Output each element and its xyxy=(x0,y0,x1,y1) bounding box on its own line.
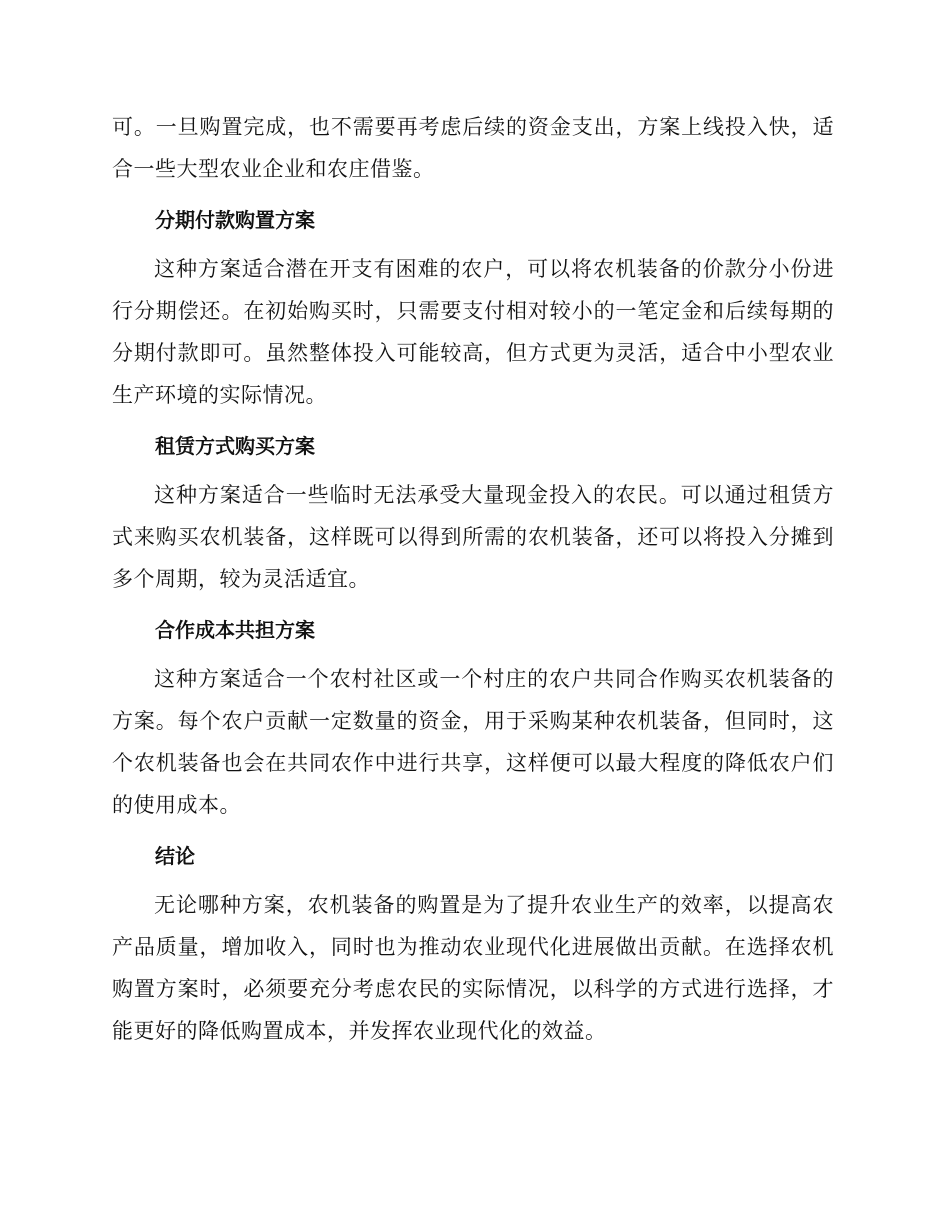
section-body-conclusion: 无论哪种方案，农机装备的购置是为了提升农业生产的效率，以提高农产品质量，增加收入，同时也为推动农业现代化进展做出贡献。在选择农机购置方案时，必须要充分考虑农民的实际情况，以科学的方式进行选择，才能更好的降低购置成本，并发挥农业现代化的效益。 xyxy=(112,893,834,1043)
section-heading-conclusion: 结论 xyxy=(155,844,195,868)
document-page xyxy=(112,106,834,1052)
intro-paragraph: 可。一旦购置完成，也不需要再考虑后续的资金支出，方案上线投入快，适合一些大型农业企业和农庄借鉴。 xyxy=(112,115,834,181)
section-heading-leasing: 租赁方式购买方案 xyxy=(155,434,315,458)
section-body-cost-sharing: 这种方案适合一个农村社区或一个村庄的农户共同合作购买农机装备的方案。每个农户贡献一定数量的资金，用于采购某种农机装备，但同时，这个农机装备也会在共同农作中进行共享，这样便可以最大程度的降低农户们的使用成本。 xyxy=(112,667,834,817)
section-body-leasing: 这种方案适合一些临时无法承受大量现金投入的农民。可以通过租赁方式来购买农机装备，这样既可以得到所需的农机装备，还可以将投入分摊到多个周期，较为灵活适宜。 xyxy=(112,483,834,591)
section-body-installment: 这种方案适合潜在开支有困难的农户，可以将农机装备的价款分小份进行分期偿还。在初始购买时，只需要支付相对较小的一笔定金和后续每期的分期付款即可。虽然整体投入可能较高，但方式更为灵活，适合中小型农业生产环境的实际情况。 xyxy=(112,257,834,407)
section-heading-cost-sharing: 合作成本共担方案 xyxy=(155,618,315,642)
section-heading-installment: 分期付款购置方案 xyxy=(155,208,315,232)
